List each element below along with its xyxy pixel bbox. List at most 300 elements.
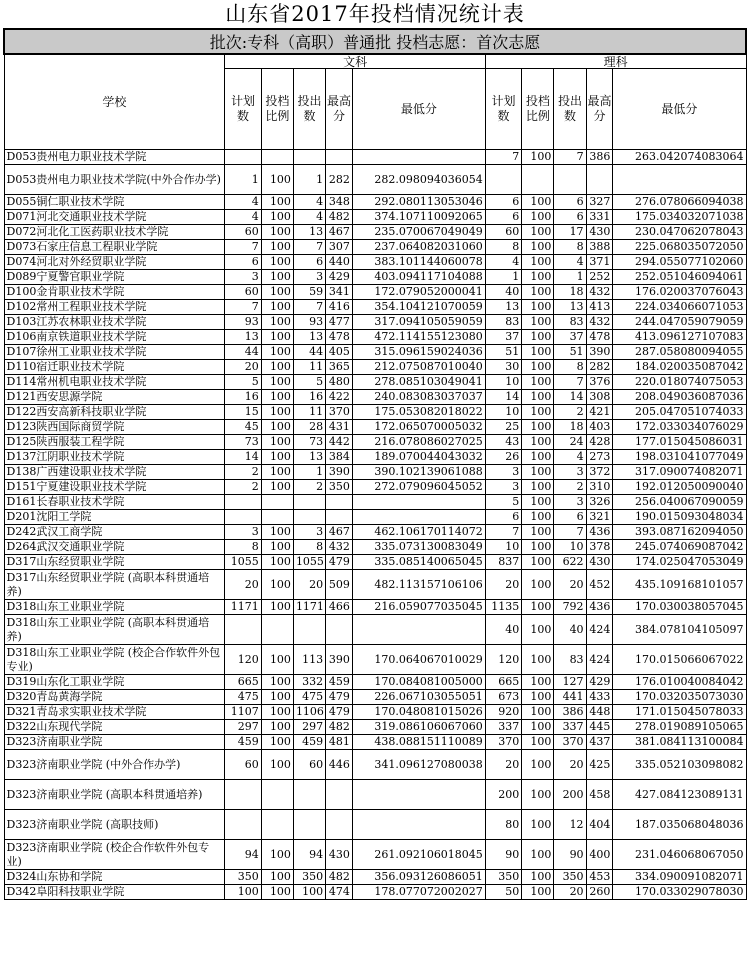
wenke-max-cell: 390 bbox=[326, 465, 353, 480]
wenke-plan-cell: 1055 bbox=[225, 555, 261, 570]
wenke-plan-cell: 2 bbox=[225, 465, 261, 480]
like-plan-cell: 43 bbox=[485, 435, 521, 450]
wenke-max-cell: 479 bbox=[326, 705, 353, 720]
wenke-ratio-cell bbox=[261, 150, 293, 165]
admission-table bbox=[3, 28, 747, 900]
like-plan-cell: 20 bbox=[485, 570, 521, 600]
like-max-cell: 371 bbox=[586, 255, 613, 270]
wenke-min-cell: 172.065070005032 bbox=[352, 420, 485, 435]
wenke-ratio-cell: 100 bbox=[261, 375, 293, 390]
wenke-max-cell: 440 bbox=[326, 255, 353, 270]
wenke-plan-cell: 475 bbox=[225, 690, 261, 705]
like-max-cell: 430 bbox=[586, 225, 613, 240]
like-out-cell: 200 bbox=[554, 780, 586, 810]
wenke-min-cell: 172.079052000041 bbox=[352, 285, 485, 300]
like-out-cell: 8 bbox=[554, 240, 586, 255]
wenke-ratio-cell: 100 bbox=[261, 735, 293, 750]
like-plan-cell: 337 bbox=[485, 720, 521, 735]
wenke-plan-cell: 3 bbox=[225, 270, 261, 285]
page bbox=[3, 0, 747, 900]
wenke-max-cell: 405 bbox=[326, 345, 353, 360]
wenke-max-cell bbox=[326, 780, 353, 810]
wenke-ratio-cell: 100 bbox=[261, 405, 293, 420]
wenke-out-cell: 113 bbox=[293, 645, 325, 675]
wenke-out-cell bbox=[293, 810, 325, 840]
like-max-cell: 327 bbox=[586, 195, 613, 210]
wenke-min-cell: 292.080113053046 bbox=[352, 195, 485, 210]
wenke-min-cell: 178.077072002027 bbox=[352, 885, 485, 900]
table-row bbox=[4, 645, 746, 675]
wenke-ratio-cell: 100 bbox=[261, 675, 293, 690]
like-ratio-cell: 100 bbox=[522, 525, 554, 540]
wenke-max-cell: 482 bbox=[326, 870, 353, 885]
wenke-out-cell bbox=[293, 615, 325, 645]
like-min-cell: 256.040067090059 bbox=[613, 495, 746, 510]
wenke-out-cell: 1171 bbox=[293, 600, 325, 615]
like-min-cell: 172.033034076029 bbox=[613, 420, 746, 435]
wenke-out-cell: 44 bbox=[293, 345, 325, 360]
wenke-plan-cell: 8 bbox=[225, 540, 261, 555]
like-out-cell: 10 bbox=[554, 540, 586, 555]
like-min-cell: 427.084123089131 bbox=[613, 780, 746, 810]
table-row bbox=[4, 750, 746, 780]
table-row bbox=[4, 360, 746, 375]
like-max-cell: 252 bbox=[586, 270, 613, 285]
school-name: D114常州机电职业技术学院 bbox=[4, 375, 225, 390]
wenke-out-cell: 11 bbox=[293, 360, 325, 375]
school-name: D323济南职业学院 (校企合作软件外包专业) bbox=[4, 840, 225, 870]
like-min-cell: 335.052103098082 bbox=[613, 750, 746, 780]
wenke-max-cell: 365 bbox=[326, 360, 353, 375]
like-max-cell: 424 bbox=[586, 615, 613, 645]
wenke-plan-cell: 1 bbox=[225, 165, 261, 195]
like-min-cell: 177.015045086031 bbox=[613, 435, 746, 450]
wenke-max-cell: 442 bbox=[326, 435, 353, 450]
wenke-max-cell: 307 bbox=[326, 240, 353, 255]
wenke-out-cell: 13 bbox=[293, 330, 325, 345]
like-ratio-cell: 100 bbox=[522, 570, 554, 600]
wenke-ratio-cell: 100 bbox=[261, 360, 293, 375]
wenke-out-cell: 16 bbox=[293, 390, 325, 405]
table-row bbox=[4, 270, 746, 285]
like-min-cell: 208.049036087036 bbox=[613, 390, 746, 405]
school-name: D071河北交通职业技术学院 bbox=[4, 210, 225, 225]
wenke-out-cell: 4 bbox=[293, 210, 325, 225]
school-name: D318山东工业职业学院 (校企合作软件外包专业) bbox=[4, 645, 225, 675]
wenke-max-cell: 474 bbox=[326, 885, 353, 900]
wenke-max-cell: 431 bbox=[326, 420, 353, 435]
table-row bbox=[4, 570, 746, 600]
school-name: D322山东现代学院 bbox=[4, 720, 225, 735]
school-name: D323济南职业学院 (高职技师) bbox=[4, 810, 225, 840]
like-out-cell: 4 bbox=[554, 450, 586, 465]
like-plan-cell: 1 bbox=[485, 270, 521, 285]
like-max-cell: 378 bbox=[586, 540, 613, 555]
wenke-out-cell: 3 bbox=[293, 270, 325, 285]
wenke-min-cell: 315.096159024036 bbox=[352, 345, 485, 360]
wenke-out-cell: 1106 bbox=[293, 705, 325, 720]
wenke-plan-cell: 1107 bbox=[225, 705, 261, 720]
wenke-min-cell: 354.104121070059 bbox=[352, 300, 485, 315]
wenke-out-cell: 4 bbox=[293, 195, 325, 210]
like-ratio-cell: 100 bbox=[522, 675, 554, 690]
wenke-max-cell: 509 bbox=[326, 570, 353, 600]
wenke-plan-cell: 297 bbox=[225, 720, 261, 735]
wenke-out-cell: 3 bbox=[293, 525, 325, 540]
like-out-cell: 12 bbox=[554, 810, 586, 840]
like-out-cell: 20 bbox=[554, 570, 586, 600]
table-row bbox=[4, 375, 746, 390]
school-name: D137江阴职业技术学院 bbox=[4, 450, 225, 465]
wenke-max-cell: 384 bbox=[326, 450, 353, 465]
school-name: D100金肯职业技术学院 bbox=[4, 285, 225, 300]
like-out-cell: 127 bbox=[554, 675, 586, 690]
like-plan-cell: 83 bbox=[485, 315, 521, 330]
like-ratio-cell: 100 bbox=[522, 210, 554, 225]
wenke-ratio-cell: 100 bbox=[261, 450, 293, 465]
school-name: D321青岛求实职业技术学院 bbox=[4, 705, 225, 720]
like-out-cell: 3 bbox=[554, 465, 586, 480]
wenke-out-cell: 7 bbox=[293, 300, 325, 315]
like-plan-cell: 90 bbox=[485, 840, 521, 870]
like-ratio-cell: 100 bbox=[522, 300, 554, 315]
wenke-out-cell: 28 bbox=[293, 420, 325, 435]
wenke-min-cell: 272.079096045052 bbox=[352, 480, 485, 495]
wenke-min-cell: 216.059077035045 bbox=[352, 600, 485, 615]
like-plan-cell: 5 bbox=[485, 495, 521, 510]
like-max-cell: 437 bbox=[586, 735, 613, 750]
like-min-cell: 205.047051074033 bbox=[613, 405, 746, 420]
wenke-ratio-cell: 100 bbox=[261, 330, 293, 345]
wenke-max-cell: 422 bbox=[326, 390, 353, 405]
like-plan-cell: 25 bbox=[485, 420, 521, 435]
like-min-cell bbox=[613, 165, 746, 195]
like-out-cell: 40 bbox=[554, 615, 586, 645]
wenke-out-cell: 93 bbox=[293, 315, 325, 330]
wenke-ratio-cell: 100 bbox=[261, 750, 293, 780]
wenke-ratio-cell: 100 bbox=[261, 870, 293, 885]
like-max-cell: 425 bbox=[586, 750, 613, 780]
table-row bbox=[4, 885, 746, 900]
like-out-cell: 90 bbox=[554, 840, 586, 870]
like-ratio-cell: 100 bbox=[522, 435, 554, 450]
wenke-ratio-cell: 100 bbox=[261, 600, 293, 615]
wenke-plan-cell: 16 bbox=[225, 390, 261, 405]
wenke-ratio-cell: 100 bbox=[261, 705, 293, 720]
wenke-max-cell bbox=[326, 615, 353, 645]
like-max-cell: 273 bbox=[586, 450, 613, 465]
like-max-cell: 404 bbox=[586, 810, 613, 840]
wenke-out-cell: 20 bbox=[293, 570, 325, 600]
like-plan-cell: 13 bbox=[485, 300, 521, 315]
wenke-plan-cell: 665 bbox=[225, 675, 261, 690]
like-out-cell: 350 bbox=[554, 870, 586, 885]
like-ratio-cell: 100 bbox=[522, 405, 554, 420]
like-plan-cell: 30 bbox=[485, 360, 521, 375]
like-max-cell: 436 bbox=[586, 525, 613, 540]
table-row bbox=[4, 675, 746, 690]
table-row bbox=[4, 615, 746, 645]
wenke-ratio-cell: 100 bbox=[261, 300, 293, 315]
school-name: D073石家庄信息工程职业学院 bbox=[4, 240, 225, 255]
wenke-max-cell: 282 bbox=[326, 165, 353, 195]
like-out-cell: 6 bbox=[554, 195, 586, 210]
like-plan-cell: 26 bbox=[485, 450, 521, 465]
like-max-cell: 436 bbox=[586, 600, 613, 615]
like-max-cell: 445 bbox=[586, 720, 613, 735]
wenke-ratio-cell: 100 bbox=[261, 525, 293, 540]
like-ratio-cell: 100 bbox=[522, 690, 554, 705]
table-row bbox=[4, 705, 746, 720]
like-plan-cell: 6 bbox=[485, 195, 521, 210]
header-school: 学校 bbox=[4, 54, 225, 150]
wenke-ratio-cell bbox=[261, 780, 293, 810]
table-row bbox=[4, 840, 746, 870]
wenke-out-cell bbox=[293, 150, 325, 165]
like-out-cell: 3 bbox=[554, 495, 586, 510]
table-row bbox=[4, 495, 746, 510]
wenke-min-cell: 341.096127080038 bbox=[352, 750, 485, 780]
like-min-cell: 170.033029078030 bbox=[613, 885, 746, 900]
wenke-plan-cell bbox=[225, 510, 261, 525]
like-min-cell: 170.032035073030 bbox=[613, 690, 746, 705]
wenke-plan-cell: 6 bbox=[225, 255, 261, 270]
wenke-max-cell bbox=[326, 495, 353, 510]
wenke-plan-cell: 459 bbox=[225, 735, 261, 750]
wenke-min-cell: 317.094105059059 bbox=[352, 315, 485, 330]
wenke-min-cell: 482.113157106106 bbox=[352, 570, 485, 600]
wenke-max-cell: 477 bbox=[326, 315, 353, 330]
header-min: 最低分 bbox=[613, 69, 746, 150]
school-name: D318山东工业职业学院 bbox=[4, 600, 225, 615]
like-min-cell: 224.034066071053 bbox=[613, 300, 746, 315]
like-ratio-cell: 100 bbox=[522, 810, 554, 840]
school-name: D138广西建设职业技术学院 bbox=[4, 465, 225, 480]
school-name: D201沈阳工学院 bbox=[4, 510, 225, 525]
wenke-plan-cell: 60 bbox=[225, 750, 261, 780]
header-like: 理科 bbox=[485, 54, 746, 69]
like-min-cell: 170.015066067022 bbox=[613, 645, 746, 675]
wenke-ratio-cell: 100 bbox=[261, 465, 293, 480]
table-row bbox=[4, 420, 746, 435]
table-row bbox=[4, 780, 746, 810]
wenke-out-cell: 1055 bbox=[293, 555, 325, 570]
like-max-cell: 308 bbox=[586, 390, 613, 405]
table-row bbox=[4, 510, 746, 525]
wenke-min-cell bbox=[352, 495, 485, 510]
wenke-plan-cell: 4 bbox=[225, 210, 261, 225]
wenke-min-cell bbox=[352, 810, 485, 840]
school-name: D317山东经贸职业学院 bbox=[4, 555, 225, 570]
school-name: D110宿迁职业技术学院 bbox=[4, 360, 225, 375]
wenke-max-cell: 459 bbox=[326, 675, 353, 690]
like-plan-cell: 3 bbox=[485, 465, 521, 480]
wenke-min-cell: 175.053082018022 bbox=[352, 405, 485, 420]
like-min-cell: 170.030038057045 bbox=[613, 600, 746, 615]
like-plan-cell: 7 bbox=[485, 525, 521, 540]
wenke-plan-cell: 15 bbox=[225, 405, 261, 420]
wenke-out-cell: 2 bbox=[293, 480, 325, 495]
header-wenke: 文科 bbox=[225, 54, 485, 69]
table-row bbox=[4, 600, 746, 615]
wenke-min-cell: 335.085140065045 bbox=[352, 555, 485, 570]
wenke-min-cell: 237.064082031060 bbox=[352, 240, 485, 255]
wenke-out-cell: 8 bbox=[293, 540, 325, 555]
like-max-cell: 432 bbox=[586, 285, 613, 300]
wenke-max-cell: 416 bbox=[326, 300, 353, 315]
like-max-cell: 376 bbox=[586, 375, 613, 390]
like-plan-cell: 837 bbox=[485, 555, 521, 570]
school-name: D319山东化工职业学院 bbox=[4, 675, 225, 690]
wenke-ratio-cell: 100 bbox=[261, 240, 293, 255]
like-out-cell: 83 bbox=[554, 315, 586, 330]
wenke-max-cell: 390 bbox=[326, 645, 353, 675]
like-min-cell: 175.034032071038 bbox=[613, 210, 746, 225]
wenke-out-cell bbox=[293, 510, 325, 525]
like-plan-cell: 60 bbox=[485, 225, 521, 240]
wenke-min-cell: 261.092106018045 bbox=[352, 840, 485, 870]
school-name: D323济南职业学院 (高职本科贯通培养) bbox=[4, 780, 225, 810]
wenke-min-cell: 335.073130083049 bbox=[352, 540, 485, 555]
like-ratio-cell: 100 bbox=[522, 285, 554, 300]
wenke-min-cell bbox=[352, 150, 485, 165]
like-ratio-cell bbox=[522, 165, 554, 195]
wenke-ratio-cell: 100 bbox=[261, 720, 293, 735]
wenke-max-cell: 348 bbox=[326, 195, 353, 210]
like-plan-cell: 20 bbox=[485, 750, 521, 780]
like-min-cell: 287.058080094055 bbox=[613, 345, 746, 360]
like-max-cell: 331 bbox=[586, 210, 613, 225]
table-row bbox=[4, 390, 746, 405]
like-out-cell: 18 bbox=[554, 420, 586, 435]
like-min-cell: 334.090091082071 bbox=[613, 870, 746, 885]
wenke-plan-cell: 13 bbox=[225, 330, 261, 345]
school-name: D125陕西服装工程学院 bbox=[4, 435, 225, 450]
wenke-min-cell: 189.070044043032 bbox=[352, 450, 485, 465]
like-ratio-cell: 100 bbox=[522, 735, 554, 750]
like-ratio-cell: 100 bbox=[522, 420, 554, 435]
like-max-cell: 282 bbox=[586, 360, 613, 375]
like-out-cell: 8 bbox=[554, 360, 586, 375]
like-ratio-cell: 100 bbox=[522, 195, 554, 210]
wenke-max-cell: 341 bbox=[326, 285, 353, 300]
like-plan-cell: 80 bbox=[485, 810, 521, 840]
wenke-plan-cell: 5 bbox=[225, 375, 261, 390]
like-out-cell: 2 bbox=[554, 405, 586, 420]
wenke-max-cell: 370 bbox=[326, 405, 353, 420]
wenke-min-cell bbox=[352, 780, 485, 810]
like-ratio-cell: 100 bbox=[522, 720, 554, 735]
school-name: D053贵州电力职业技术学院(中外合作办学) bbox=[4, 165, 225, 195]
like-max-cell: 260 bbox=[586, 885, 613, 900]
header-ratio: 投档比例 bbox=[522, 69, 554, 150]
wenke-plan-cell: 1171 bbox=[225, 600, 261, 615]
wenke-out-cell: 59 bbox=[293, 285, 325, 300]
wenke-plan-cell: 4 bbox=[225, 195, 261, 210]
like-min-cell: 198.031041077049 bbox=[613, 450, 746, 465]
table-row bbox=[4, 525, 746, 540]
wenke-plan-cell: 20 bbox=[225, 570, 261, 600]
like-max-cell: 372 bbox=[586, 465, 613, 480]
wenke-plan-cell: 20 bbox=[225, 360, 261, 375]
header-max: 最高分 bbox=[586, 69, 613, 150]
like-plan-cell: 4 bbox=[485, 255, 521, 270]
like-min-cell: 381.084113100084 bbox=[613, 735, 746, 750]
like-out-cell: 6 bbox=[554, 510, 586, 525]
table-row bbox=[4, 300, 746, 315]
like-ratio-cell: 100 bbox=[522, 225, 554, 240]
like-max-cell: 321 bbox=[586, 510, 613, 525]
wenke-out-cell: 11 bbox=[293, 405, 325, 420]
like-min-cell: 252.051046094061 bbox=[613, 270, 746, 285]
like-plan-cell: 50 bbox=[485, 885, 521, 900]
like-plan-cell bbox=[485, 165, 521, 195]
wenke-min-cell: 383.101144060078 bbox=[352, 255, 485, 270]
wenke-out-cell: 100 bbox=[293, 885, 325, 900]
wenke-min-cell: 462.106170114072 bbox=[352, 525, 485, 540]
school-name: D122西安高新科技职业学院 bbox=[4, 405, 225, 420]
wenke-ratio-cell: 100 bbox=[261, 270, 293, 285]
wenke-plan-cell bbox=[225, 780, 261, 810]
like-ratio-cell: 100 bbox=[522, 270, 554, 285]
wenke-plan-cell: 93 bbox=[225, 315, 261, 330]
wenke-min-cell: 235.070067049049 bbox=[352, 225, 485, 240]
wenke-plan-cell: 3 bbox=[225, 525, 261, 540]
table-row bbox=[4, 735, 746, 750]
like-max-cell: 478 bbox=[586, 330, 613, 345]
wenke-max-cell: 467 bbox=[326, 225, 353, 240]
wenke-min-cell: 356.093126086051 bbox=[352, 870, 485, 885]
like-min-cell: 231.046068067050 bbox=[613, 840, 746, 870]
wenke-out-cell bbox=[293, 780, 325, 810]
like-plan-cell: 920 bbox=[485, 705, 521, 720]
wenke-plan-cell: 120 bbox=[225, 645, 261, 675]
wenke-plan-cell: 100 bbox=[225, 885, 261, 900]
header-plan: 计划数 bbox=[225, 69, 261, 150]
like-ratio-cell: 100 bbox=[522, 705, 554, 720]
wenke-min-cell: 170.048081015026 bbox=[352, 705, 485, 720]
header-out: 投出数 bbox=[293, 69, 325, 150]
like-out-cell: 51 bbox=[554, 345, 586, 360]
like-min-cell: 244.047059079059 bbox=[613, 315, 746, 330]
like-min-cell: 225.068035072050 bbox=[613, 240, 746, 255]
like-out-cell: 792 bbox=[554, 600, 586, 615]
like-ratio-cell: 100 bbox=[522, 390, 554, 405]
like-out-cell: 17 bbox=[554, 225, 586, 240]
wenke-max-cell: 480 bbox=[326, 375, 353, 390]
wenke-plan-cell: 14 bbox=[225, 450, 261, 465]
wenke-ratio-cell: 100 bbox=[261, 165, 293, 195]
table-row bbox=[4, 810, 746, 840]
school-name: D053贵州电力职业技术学院 bbox=[4, 150, 225, 165]
wenke-out-cell: 459 bbox=[293, 735, 325, 750]
like-out-cell: 7 bbox=[554, 375, 586, 390]
like-min-cell: 174.025047053049 bbox=[613, 555, 746, 570]
like-min-cell: 276.078066094038 bbox=[613, 195, 746, 210]
school-name: D072河北化工医药职业技术学院 bbox=[4, 225, 225, 240]
like-min-cell: 184.020035087042 bbox=[613, 360, 746, 375]
like-max-cell: 413 bbox=[586, 300, 613, 315]
wenke-plan-cell: 350 bbox=[225, 870, 261, 885]
wenke-ratio-cell: 100 bbox=[261, 315, 293, 330]
like-max-cell: 433 bbox=[586, 690, 613, 705]
wenke-ratio-cell: 100 bbox=[261, 345, 293, 360]
like-out-cell bbox=[554, 165, 586, 195]
table-row bbox=[4, 405, 746, 420]
wenke-plan-cell: 60 bbox=[225, 225, 261, 240]
wenke-max-cell bbox=[326, 510, 353, 525]
wenke-out-cell: 475 bbox=[293, 690, 325, 705]
